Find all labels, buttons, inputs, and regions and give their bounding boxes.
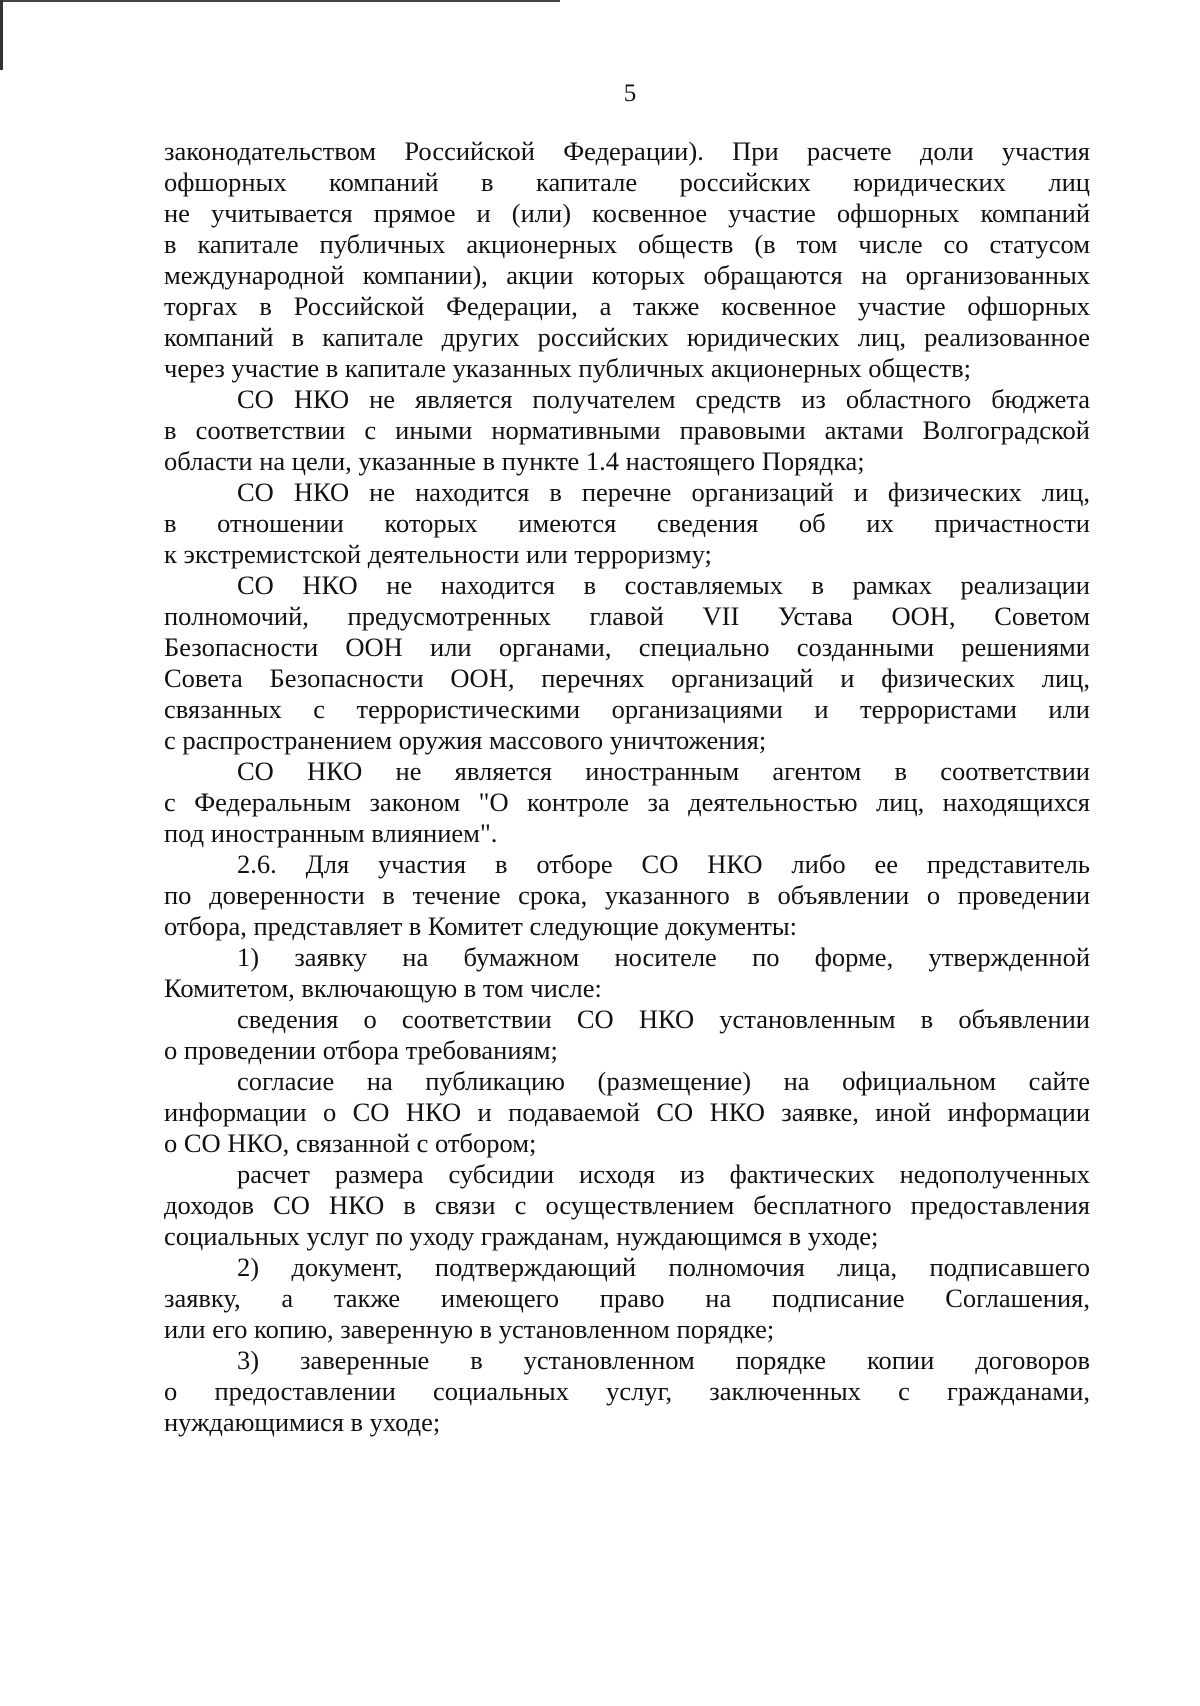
text-line: законодательством Российской Федерации). При расчете доли участия: [164, 136, 1090, 166]
page-number: 5: [623, 80, 637, 107]
text-line: расчет размера субсидии исходя из фактических недополученных: [237, 1159, 1090, 1189]
text-line: о проведении отбора требованиям;: [164, 1035, 558, 1065]
text-line: в соответствии с иными нормативными правовыми актами Волгоградской: [164, 415, 1090, 445]
text-line: сведения о соответствии СО НКО установленным в объявлении: [237, 1004, 1090, 1034]
text-line: международной компании), акции которых обращаются на организованных: [164, 260, 1090, 290]
text-line: Безопасности ООН или органами, специально созданными решениями: [164, 632, 1090, 662]
scan-left-edge: [0, 0, 3, 70]
text-line: через участие в капитале указанных публичных акционерных обществ;: [164, 353, 972, 383]
text-line: социальных услуг по уходу гражданам, нуждающимся в уходе;: [164, 1221, 879, 1251]
text-line: связанных с террористическими организациями и террористами или: [164, 694, 1090, 724]
text-line: под иностранным влиянием".: [164, 818, 498, 848]
text-line: 3) заверенные в установленном порядке копии договоров: [237, 1345, 1090, 1375]
text-line: по доверенности в течение срока, указанного в объявлении о проведении: [164, 880, 1090, 910]
text-line: Совета Безопасности ООН, перечнях организаций и физических лиц,: [164, 663, 1090, 693]
text-line: торгах в Российской Федерации, а также косвенное участие офшорных: [164, 291, 1090, 321]
text-line: с Федеральным законом "О контроле за деятельностью лиц, находящихся: [164, 787, 1090, 817]
text-line: полномочий, предусмотренных главой VII Устава ООН, Советом: [164, 601, 1090, 631]
text-line: 1) заявку на бумажном носителе по форме, утвержденной: [237, 942, 1090, 972]
text-line: с распространением оружия массового уничтожения;: [164, 725, 767, 755]
text-line: отбора, представляет в Комитет следующие документы:: [164, 911, 798, 941]
text-line: 2.6. Для участия в отборе СО НКО либо ее представитель: [237, 849, 1090, 879]
text-line: в капитале публичных акционерных обществ (в том числе со статусом: [164, 229, 1090, 259]
scan-top-edge: [0, 0, 560, 2]
text-line: компаний в капитале других российских юридических лиц, реализованное: [164, 322, 1090, 352]
text-line: области на цели, указанные в пункте 1.4 настоящего Порядка;: [164, 446, 865, 476]
text-line: офшорных компаний в капитале российских юридических лиц: [164, 167, 1090, 197]
text-line: СО НКО не является иностранным агентом в соответствии: [237, 756, 1090, 786]
text-line: к экстремистской деятельности или терроризму;: [164, 539, 712, 569]
text-line: 2) документ, подтверждающий полномочия лица, подписавшего: [237, 1252, 1090, 1282]
text-line: не учитывается прямое и (или) косвенное участие офшорных компаний: [164, 198, 1090, 228]
text-line: заявку, а также имеющего право на подписание Соглашения,: [164, 1283, 1090, 1313]
text-line: согласие на публикацию (размещение) на официальном сайте: [237, 1066, 1090, 1096]
text-line: СО НКО не находится в составляемых в рамках реализации: [237, 570, 1090, 600]
text-line: доходов СО НКО в связи с осуществлением бесплатного предоставления: [164, 1190, 1090, 1220]
text-line: СО НКО не является получателем средств из областного бюджета: [237, 384, 1090, 414]
text-line: в отношении которых имеются сведения об их причастности: [164, 508, 1090, 538]
text-line: о предоставлении социальных услуг, заключенных с гражданами,: [164, 1376, 1090, 1406]
text-line: о СО НКО, связанной с отбором;: [164, 1128, 537, 1158]
text-line: СО НКО не находится в перечне организаций и физических лиц,: [237, 477, 1090, 507]
text-line: нуждающимися в уходе;: [164, 1407, 441, 1437]
text-line: Комитетом, включающую в том числе:: [164, 973, 602, 1003]
text-line: или его копию, заверенную в установленном порядке;: [164, 1314, 775, 1344]
text-line: информации о СО НКО и подаваемой СО НКО заявке, иной информации: [164, 1097, 1090, 1127]
document-body: [164, 136, 1090, 1438]
